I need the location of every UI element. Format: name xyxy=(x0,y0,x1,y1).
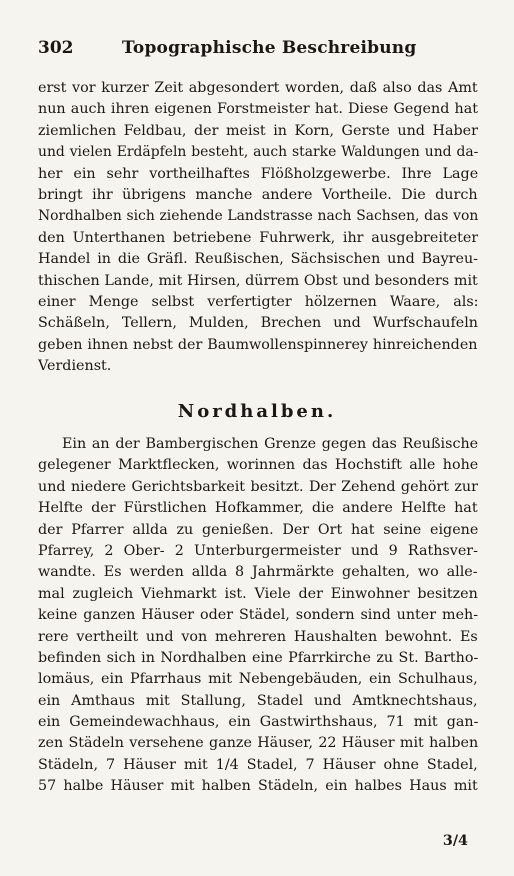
text-line: geben ihnen nebst der Baumwollenspinnerey hinreichenden xyxy=(38,336,478,353)
text-line: befinden sich in Nordhalben eine Pfarrkirche zu St. Bartho- xyxy=(38,649,478,666)
text-line: ein Amthaus mit Stallung, Stadel und Amtknechtshaus, xyxy=(38,692,478,709)
page-number: 302 xyxy=(38,38,74,58)
catchword: 3/4 xyxy=(442,833,468,849)
text-line: ein Gemeindewachhaus, ein Gastwirthshaus, 71 mit gan- xyxy=(38,714,478,731)
text-line: 57 halbe Häuser mit halben Städeln, ein halbes Haus mit xyxy=(38,778,478,795)
text-line: nun auch ihren eigenen Forstmeister hat. Diese Gegend hat xyxy=(38,101,478,118)
paragraph-intro xyxy=(38,78,478,377)
text-line: her ein sehr vortheilhaftes Flößholzgewerbe. Ihre Lage xyxy=(38,165,478,182)
text-line: Ein an der Bambergischen Grenze gegen das Reußische xyxy=(62,436,478,452)
text-line: thischen Lande, mit Hirsen, dürrem Obst und besonders mit xyxy=(38,272,478,289)
text-line: Städeln, 7 Häuser mit 1/4 Stadel, 7 Häuser ohne Stadel, xyxy=(38,756,478,773)
text-line: einer Menge selbst verfertigter hölzernen Waare, als: xyxy=(38,293,478,310)
page-header xyxy=(38,38,478,64)
text-line: der Pfarrer allda zu genießen. Der Ort hat seine eigene xyxy=(38,521,478,538)
text-line: wandte. Es werden allda 8 Jahrmärkte gehalten, wo alle- xyxy=(38,564,478,581)
text-line: den Unterthanen betriebene Fuhrwerk, ihr ausgebreiteter xyxy=(38,229,478,246)
paragraph-nordhalben xyxy=(38,434,478,798)
text-line: rere vertheilt und von mehreren Haushalten bewohnt. Es xyxy=(38,628,478,645)
text-line: Helfte der Fürstlichen Hofkammer, die andere Helfte hat xyxy=(38,500,478,517)
text-line: keine ganzen Häuser oder Städel, sondern sind unter meh- xyxy=(38,607,478,624)
text-line: und niedere Gerichtsbarkeit besitzt. Der Zehend gehört zur xyxy=(38,478,478,495)
text-line: bringt ihr übrigens manche andere Vortheile. Die durch xyxy=(38,186,478,203)
text-line: Handel in die Gräfl. Reußischen, Sächsischen und Bayreu- xyxy=(38,251,478,268)
running-title: Topographische Beschreibung xyxy=(122,38,417,58)
text-line: ziemlichen Feldbau, der meist in Korn, Gerste und Haber xyxy=(38,122,478,139)
section-heading: Nordhalben. xyxy=(177,401,337,422)
text-line: mal zugleich Viehmarkt ist. Viele der Einwohner besitzen xyxy=(38,585,478,602)
text-line: und vielen Erdäpfeln besteht, auch starke Waldungen und da- xyxy=(38,144,478,161)
text-line: Schäßeln, Tellern, Mulden, Brechen und Wurfschaufeln xyxy=(38,315,478,332)
text-line: Pfarrey, 2 Ober- 2 Unterburgermeister und 9 Rathsver- xyxy=(38,542,478,559)
text-line: gelegener Marktflecken, worinnen das Hochstift alle hohe xyxy=(38,457,478,474)
text-line: zen Städeln versehene ganze Häuser, 22 Häuser mit halben xyxy=(38,735,478,752)
text-line: erst vor kurzer Zeit abgesondert worden, daß also das Amt xyxy=(38,80,478,96)
text-line: lomäus, ein Pfarrhaus mit Nebengebäuden, ein Schulhaus, xyxy=(38,671,478,688)
text-line: Verdienst. xyxy=(38,358,112,375)
text-line: Nordhalben sich ziehende Landstrasse nach Sachsen, das von xyxy=(38,208,478,225)
